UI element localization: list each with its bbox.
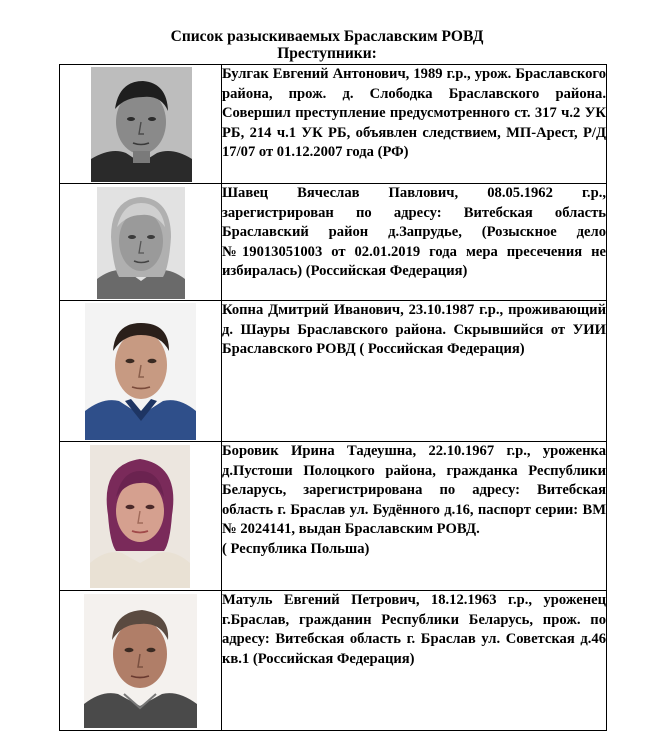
description-cell: [222, 442, 607, 591]
person-photo: [85, 303, 196, 440]
person-description: Копна Дмитрий Иванович, 23.10.1987 г.р., проживающий д. Шауры Браславского района. Скрывшийся от УИИ Браславского РОВД ( Российская Федерация): [222, 302, 606, 358]
photo-cell: [60, 442, 222, 591]
person-location-note: ( Республика Польша): [222, 540, 370, 557]
wanted-table: [59, 64, 607, 731]
photo-cell: [60, 301, 222, 442]
person-photo: [91, 67, 192, 182]
table-row: [60, 184, 607, 301]
description-cell: [222, 65, 607, 184]
person-description: Булгак Евгений Антонович, 1989 г.р., урож. Браславского района, прож. д. Слободка Браславского района. Совершил преступление предусмотренного ст. 317 ч.2 УК РБ, 214 ч.1 УК РБ, объявлен следствием, МП-Арест, Р/Д 17/07 от 01.12.2007 года (РФ): [222, 66, 606, 161]
person-description: Матуль Евгений Петрович, 18.12.1963 г.р., уроженец г.Браслав, гражданин Республики Беларусь, прож. по адресу: Витебская область г. Браслав ул. Советская д.46 кв.1 (Российская Федерация): [222, 592, 606, 667]
person-description: Боровик Ирина Тадеушна, 22.10.1967 г.р., уроженка д.Пустоши Полоцкого района, гражданка Республики Беларусь, зарегистрирована по адресу: Витебская область г. Браслав ул. Будённого д.16, паспорт серии: ВМ № 2024141, выдан Браславским РОВД.: [222, 443, 606, 538]
page-title: Список разыскиваемых Браславским РОВД: [170, 28, 484, 45]
description-cell: [222, 591, 607, 731]
table-row: [60, 65, 607, 184]
photo-cell: [60, 65, 222, 184]
description-cell: [222, 184, 607, 301]
photo-cell: [60, 591, 222, 731]
table-row: [60, 591, 607, 731]
table-row: [60, 442, 607, 591]
description-cell: [222, 301, 607, 442]
person-photo: [90, 445, 190, 588]
page-subtitle: Преступники:: [277, 45, 377, 62]
photo-cell: [60, 184, 222, 301]
table-row: [60, 301, 607, 442]
person-description: Шавец Вячеслав Павлович, 08.05.1962 г.р., зарегистрирован по адресу: Витебская область Браславский район д.Запрудье, (Розыскное дело №19013051003 от 02.01.2019 года мера пресечения не избиралась) (Российская Федерация): [222, 185, 606, 280]
person-photo: [97, 187, 185, 299]
person-photo: [84, 594, 197, 728]
